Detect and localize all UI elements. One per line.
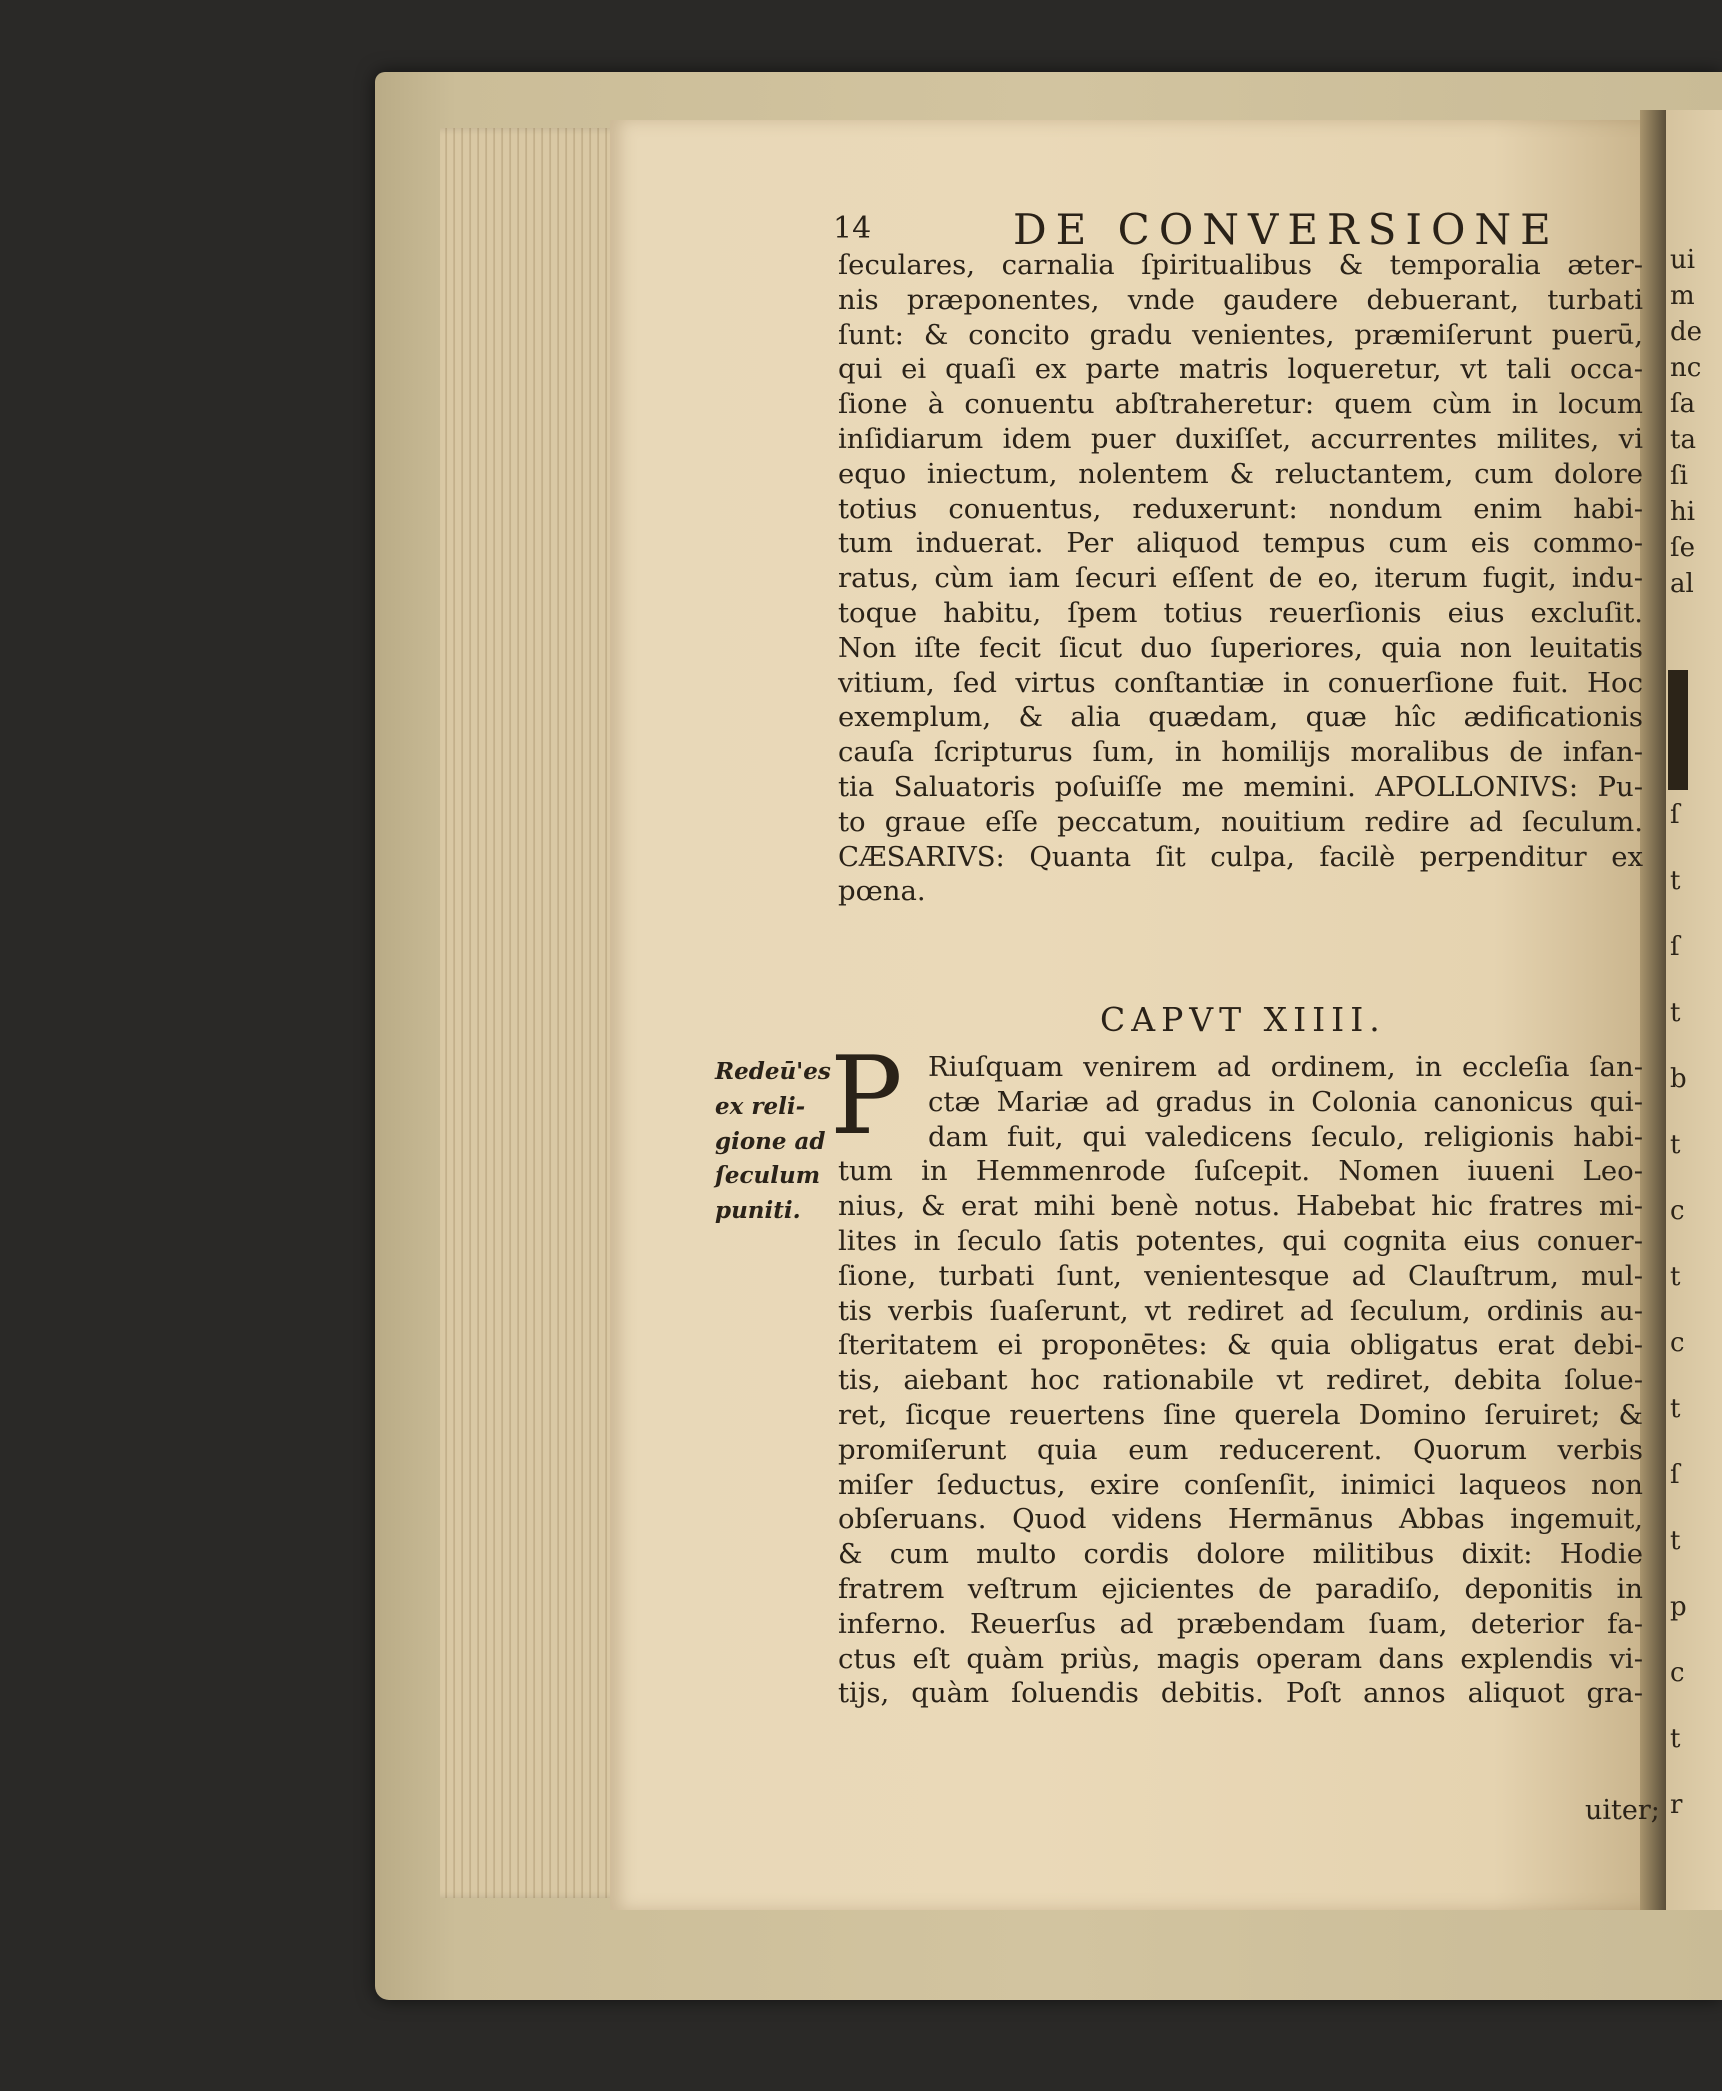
text-line: to graue eſſe peccatum, nouitium redire ad ſeculum. (838, 805, 1643, 838)
facing-page-letter-fragment: r (1670, 1790, 1683, 1820)
marginal-note-line: Redeū'es (715, 1058, 831, 1085)
text-line: tis, aiebant hoc rationabile vt rediret, debita ſolue- (838, 1364, 1643, 1397)
gutter-shadow (1640, 110, 1666, 1910)
text-line: tia Saluatoris poſuiſſe me memini. APOLLONIVS: Pu- (838, 770, 1643, 803)
facing-page-letter-fragment: t (1670, 866, 1681, 896)
facing-page-letter-fragment: nc (1670, 353, 1702, 383)
facing-page-letter-fragment: ſ (1670, 1460, 1680, 1490)
facing-page-letter-fragment: t (1670, 1130, 1681, 1160)
facing-page-letter-fragment: ſe (1670, 533, 1696, 563)
text-line: & cum multo cordis dolore militibus dixit: Hodie (838, 1538, 1643, 1571)
facing-page-letter-fragment: t (1670, 1262, 1681, 1292)
text-line: nis præponentes, vnde gaudere debuerant, turbati (838, 283, 1643, 316)
text-line: exemplum, & alia quædam, quæ hîc ædificationis (838, 701, 1643, 734)
text-line: toque habitu, ſpem totius reuerſionis eius excluſit. (838, 596, 1643, 629)
marginal-note-line: puniti. (715, 1197, 801, 1225)
text-line: ret, ſicque reuertens ſine querela Domino ſeruiret; & (838, 1398, 1643, 1431)
facing-page-letter-fragment: de (1670, 317, 1703, 347)
text-block-chapter-14 (838, 1050, 1643, 1711)
facing-page-letter-fragment: c (1670, 1328, 1685, 1358)
chapter-heading: CAPVT XIIII. (1100, 1000, 1386, 1039)
catchword: uiter; (1585, 1795, 1660, 1826)
facing-page-letter-fragment: ſ (1670, 932, 1680, 962)
text-line: ſteritatem ei proponētes: & quia obligatus erat debi- (838, 1329, 1643, 1362)
facing-page-letter-fragment: ta (1670, 425, 1696, 455)
page-block-edge (440, 128, 625, 1898)
text-line: obſeruans. Quod videns Hermānus Abbas ingemuit, (838, 1503, 1643, 1536)
text-line: ratus, cùm iam ſecuri eſſent de eo, iterum fugit, indu- (838, 562, 1643, 595)
text-line: tis verbis ſuaſerunt, vt rediret ad ſeculum, ordinis au- (838, 1294, 1643, 1327)
text-line: pœna. (838, 875, 926, 908)
facing-page-letter-fragment: t (1670, 1724, 1681, 1754)
marginal-note (715, 1055, 835, 1229)
text-line: CÆSARIVS: Quanta ſit culpa, facilè perpenditur ex (838, 840, 1643, 873)
facing-page-letter-fragment: t (1670, 1526, 1681, 1556)
running-head-title: DE CONVERSIONE (1013, 205, 1560, 254)
facing-page-letter-fragment: ui (1670, 245, 1696, 275)
text-block-chapter-13-end (838, 248, 1643, 909)
page-number: 14 (833, 211, 872, 246)
text-line: vitium, ſed virtus conſtantiæ in conuerſione fuit. Hoc (838, 666, 1643, 699)
drop-cap: P (830, 1034, 903, 1159)
text-line: cauſa ſcripturus ſum, in homilijs moralibus de infan- (838, 736, 1643, 769)
facing-page-letter-fragment: b (1670, 1064, 1687, 1094)
text-line: fratrem veſtrum ejicientes de paradiſo, deponitis in (838, 1572, 1643, 1605)
text-line: ctæ Mariæ ad gradus in Colonia canonicus qui- (928, 1085, 1643, 1118)
facing-page-letter-fragment: p (1670, 1592, 1687, 1622)
marginal-note-line: gione ad (715, 1127, 826, 1155)
text-line: promiſerunt quia eum reducerent. Quorum verbis (838, 1433, 1643, 1466)
text-line: Riuſquam venirem ad ordinem, in eccleſia ſan- (928, 1051, 1643, 1083)
text-line: ctus eſt quàm priùs, magis operam dans explendis vi- (838, 1642, 1643, 1675)
facing-page-fragment (1666, 110, 1722, 1910)
text-line: qui ei quaſi ex parte matris loqueretur, vt tali occa- (838, 353, 1643, 386)
text-line: Non iſte fecit ſicut duo ſuperiores, quia non leuitatis (838, 631, 1643, 664)
text-line: ſione à conuentu abſtraheretur: quem cùm in locum (838, 388, 1643, 421)
facing-page-letter-fragment: m (1670, 281, 1695, 311)
text-line: nius, & erat mihi benè notus. Habebat hic fratres mi- (838, 1190, 1643, 1223)
facing-page-letter-fragment: t (1670, 1394, 1681, 1424)
text-line: tum in Hemmenrode ſuſcepit. Nomen iuueni Leo- (838, 1155, 1643, 1188)
facing-page-letter-fragment: hi (1670, 497, 1696, 527)
facing-page-letter-fragment: t (1670, 998, 1681, 1028)
facing-page-letter-fragment: ſ (1670, 800, 1680, 830)
text-line: lites in ſeculo ſatis potentes, qui cognita eius conuer- (838, 1224, 1643, 1257)
text-line: ſione, turbati ſunt, venientesque ad Clauſtrum, mul- (838, 1259, 1643, 1292)
facing-page-letter-fragment: ſa (1670, 389, 1696, 419)
text-line: miſer ſeductus, exire conſenſit, inimici laqueos non (838, 1468, 1643, 1501)
marginal-note-line: ex reli- (715, 1092, 806, 1120)
facing-page-letter-fragment: al (1670, 569, 1694, 599)
facing-page-letter-fragment: c (1670, 1196, 1685, 1226)
text-line: ſeculares, carnalia ſpiritualibus & temporalia æter- (838, 249, 1643, 281)
facing-page-letter-fragment: c (1670, 1658, 1685, 1688)
text-line: tum induerat. Per aliquod tempus cum eis commo- (838, 527, 1643, 560)
text-line: dam fuit, qui valedicens ſeculo, religionis habi- (928, 1120, 1643, 1153)
text-line: inſidiarum idem puer duxiſſet, accurrentes milites, vi (838, 422, 1643, 455)
text-line: ſunt: & concito gradu venientes, præmiſerunt puerū, (838, 318, 1643, 351)
facing-page-letter-fragment: ſi (1670, 461, 1688, 491)
text-line: tijs, quàm ſoluendis debitis. Poſt annos aliquot gra- (838, 1677, 1643, 1710)
text-line: equo iniectum, nolentem & reluctantem, cum dolore (838, 457, 1643, 490)
marginal-note-line: ſeculum (715, 1162, 821, 1190)
text-line: inferno. Reuerſus ad præbendam ſuam, deterior fa- (838, 1607, 1643, 1640)
text-line: totius conuentus, reduxerunt: nondum enim habi- (838, 492, 1643, 525)
facing-page-drop-cap-fragment (1668, 670, 1688, 790)
